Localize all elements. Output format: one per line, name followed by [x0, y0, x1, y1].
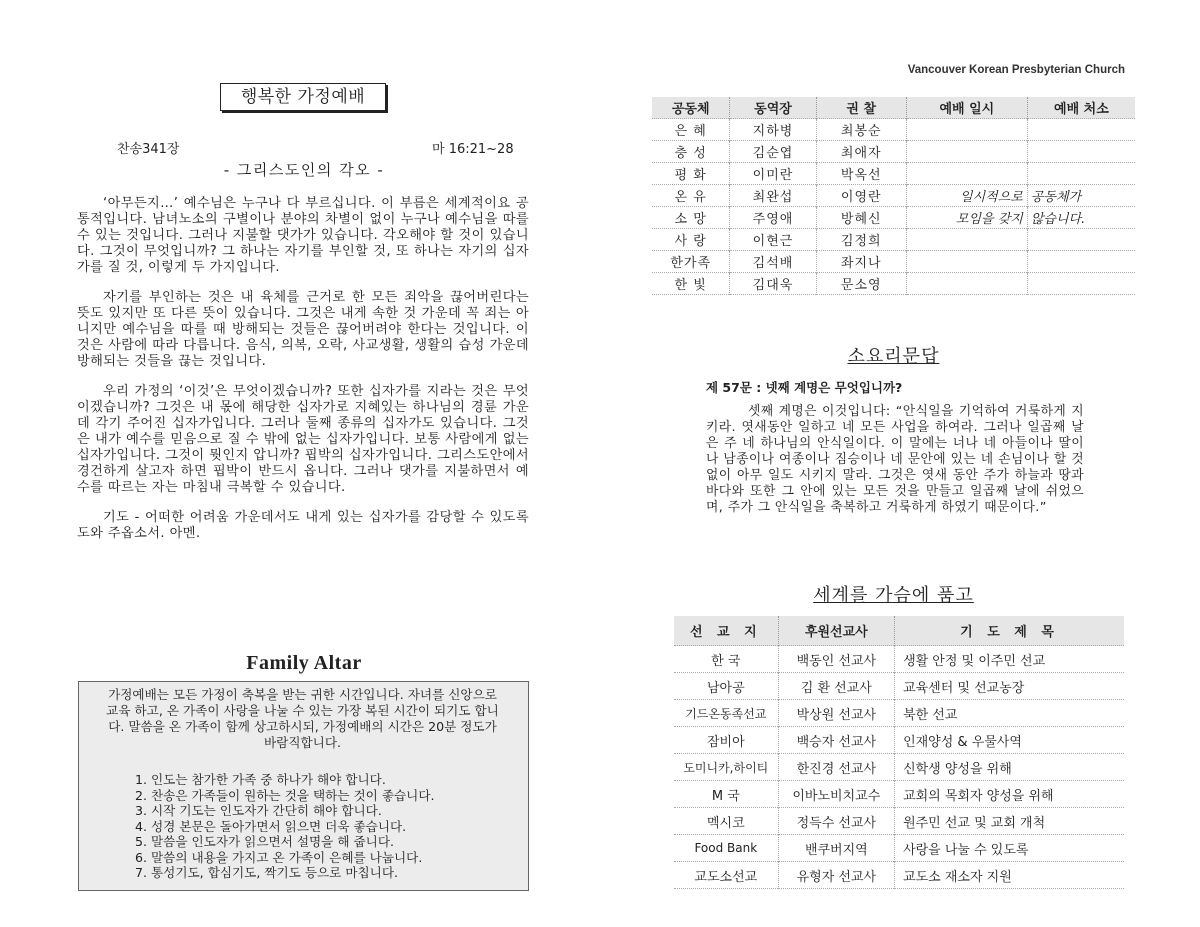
mission-title: 세계를 가슴에 품고: [813, 585, 974, 606]
schedule-row: [652, 119, 1135, 141]
worship-place: [1027, 141, 1135, 163]
community-name: 한가족: [652, 251, 730, 273]
prayer-topic: 인재양성 & 우물사역: [895, 727, 1124, 754]
mission-row: [674, 808, 1124, 835]
mission-field: 멕시코: [674, 808, 778, 835]
missionary-name: 정득수 선교사: [778, 808, 894, 835]
mission-row: [674, 673, 1124, 700]
worship-time: [906, 119, 1027, 141]
deaconess-name: 방혜신: [816, 207, 906, 229]
deaconess-name: 최애자: [816, 141, 906, 163]
prayer-topic: 원주민 선교 및 교회 개척: [895, 808, 1124, 835]
deaconess-name: 김정희: [816, 229, 906, 251]
community-name: 은 혜: [652, 119, 730, 141]
altar-intro: 가정예배는 모든 가정이 축복을 받는 귀한 시간입니다. 자녀를 신앙으로 교육 하고, 온 가족이 사랑을 나눌 수 있는 가장 복된 시간이 되기도 합니다. 말씀을 온 가족이 함께 상고하시되, 가정예배의 시간은 20분 정도가 바람직합니다.: [106, 687, 499, 750]
schedule-row: [652, 207, 1135, 229]
mission-row: [674, 727, 1124, 754]
schedule-row: [652, 229, 1135, 251]
altar-rule-item: 3. 시작 기도는 인도자가 간단히 해야 합니다.: [135, 803, 382, 818]
schedule-header-row: [652, 97, 1135, 119]
sermon-body: [77, 196, 529, 556]
left-title: 행복한 가정예배: [240, 87, 366, 107]
leader-name: 지하병: [730, 119, 816, 141]
sermon-paragraph: 우리 가정의 ‘이것’은 무엇이겠습니까? 또한 십자가를 지라는 것은 무엇이겠습니까? 그것은 내 몫에 해당한 십자가로 지혜있는 하나님의 경륜 가운데 각기 주어진 십자가입니다. 그러나 둘째 종류의 십자가도 있습니다. 그것은 내가 예수를 믿음으로 질 수 밖에 없는 십자가입니다. 보통 사람에게 없는 십자가입니다. 그것이 뭣인지 압니까? 핍박의 십자가입니다. 그리스도안에서 경건하게 살고자 하면 핍박이 반드시 옵니다. 그러나 댓가를 지불하면서 예수를 따르는 자는 마침내 극복할 수 있습니다.: [77, 384, 529, 495]
worship-time: 일시적으로: [906, 185, 1027, 207]
worship-place: [1027, 163, 1135, 185]
mission-field: 기드온동족선교: [674, 700, 778, 727]
mission-header-row: [674, 616, 1124, 646]
schedule-header: 공동체: [652, 97, 730, 119]
altar-rule-item: 6. 말씀의 내용을 가지고 온 가족이 은혜를 나눕니다.: [135, 849, 423, 865]
prayer-topic: 교육센터 및 선교농장: [895, 673, 1124, 700]
mission-row: [674, 700, 1124, 727]
family-altar-title: Family Altar: [246, 652, 362, 674]
altar-rule-item: 7. 통성기도, 합심기도, 짝기도 등으로 마칩니다.: [135, 865, 399, 880]
mission-field: 교도소선교: [674, 862, 778, 889]
mission-header: 선 교 지: [674, 616, 778, 646]
schedule-row: [652, 251, 1135, 273]
mission-field: 남아공: [674, 673, 778, 700]
missionary-name: 백승자 선교사: [778, 727, 894, 754]
worship-place: [1027, 251, 1135, 273]
worship-time: [906, 163, 1027, 185]
leader-name: 김대욱: [730, 273, 816, 295]
deaconess-name: 최봉순: [816, 119, 906, 141]
deaconess-name: 문소영: [816, 273, 906, 295]
altar-rule-item: 2. 찬송은 가족들이 원하는 것을 택하는 것이 좋습니다.: [135, 787, 435, 803]
community-name: 평 화: [652, 163, 730, 185]
worship-time: 모임을 갖지: [906, 207, 1027, 229]
deaconess-name: 좌지나: [816, 251, 906, 273]
mission-table: [674, 616, 1124, 889]
church-name: Vancouver Korean Presbyterian Church: [907, 64, 1125, 76]
missionary-name: 이바노비치교수: [778, 781, 894, 808]
worship-place: [1027, 119, 1135, 141]
missionary-name: 한진경 선교사: [778, 754, 894, 781]
worship-time: [906, 273, 1027, 295]
worship-place: [1027, 273, 1135, 295]
prayer-topic: 교도소 재소자 지원: [895, 862, 1124, 889]
community-name: 사 랑: [652, 229, 730, 251]
schedule-row: [652, 163, 1135, 185]
leader-name: 주영애: [730, 207, 816, 229]
worship-place: [1027, 229, 1135, 251]
schedule-header: 권 찰: [816, 97, 906, 119]
prayer-topic: 생활 안정 및 이주민 선교: [895, 646, 1124, 673]
prayer-paragraph: 기도 - 어떠한 어려움 가운데서도 내게 있는 십자가를 감당할 수 있도록 도와 주옵소서. 아멘.: [77, 510, 529, 541]
mission-field: 한 국: [674, 646, 778, 673]
mission-field: 도미니카,하이티: [674, 754, 778, 781]
schedule-header: 동역장: [730, 97, 816, 119]
schedule-header: 예배 일시: [906, 97, 1027, 119]
scripture-reference: 마 16:21~28: [432, 142, 514, 157]
schedule-row: [652, 185, 1135, 207]
mission-field: 잠비아: [674, 727, 778, 754]
missionary-name: 유형자 선교사: [778, 862, 894, 889]
prayer-topic: 신학생 양성을 위해: [895, 754, 1124, 781]
mission-row: [674, 835, 1124, 862]
schedule-row: [652, 141, 1135, 163]
leader-name: 김순엽: [730, 141, 816, 163]
left-title-box: [220, 83, 386, 111]
hymn-number: 찬송341장: [117, 142, 180, 157]
prayer-topic: 북한 선교: [895, 700, 1124, 727]
community-schedule-table: [652, 97, 1135, 295]
altar-rule-item: 5. 말씀을 인도자가 읽으면서 설명을 해 줍니다.: [135, 834, 395, 849]
catechism-question: 제 57문 : 넷째 계명은 무엇입니까?: [706, 380, 903, 395]
prayer-topic: 사랑을 나눌 수 있도록: [895, 835, 1124, 862]
deaconess-name: 이영란: [816, 185, 906, 207]
mission-row: [674, 754, 1124, 781]
worship-time: [906, 229, 1027, 251]
leader-name: 김석배: [730, 251, 816, 273]
family-altar-box: [78, 681, 529, 891]
leader-name: 이현근: [730, 229, 816, 251]
catechism-title: 소요리문답: [847, 346, 940, 367]
altar-rule-item: 1. 인도는 참가한 가족 중 하나가 해야 합니다.: [135, 772, 386, 787]
sermon-subtitle: - 그리스도인의 각오 -: [223, 161, 385, 179]
mission-field: M 국: [674, 781, 778, 808]
community-name: 소 망: [652, 207, 730, 229]
schedule-row: [652, 273, 1135, 295]
worship-time: [906, 251, 1027, 273]
mission-field: Food Bank: [674, 835, 778, 862]
mission-header: 후원선교사: [778, 616, 894, 646]
mission-row: [674, 646, 1124, 673]
missionary-name: 백동인 선교사: [778, 646, 894, 673]
leader-name: 이미란: [730, 163, 816, 185]
altar-rules: [135, 772, 435, 881]
catechism-answer: 셋째 계명은 이것입니다: “안식일을 기억하여 거룩하게 지키라. 엿새동안 일하고 네 모든 사업을 하여라. 그러나 일곱째 날은 주 네 하나님의 안식일이다. 이 말에는 너나 네 아들이나 딸이나 남종이나 여종이나 짐승이나 네 문안에 있는 네 손님이나 할 것없이 아무 일도 시키지 말라. 그것은 엿새 동안 주가 하늘과 땅과 바다와 또한 그 안에 있는 모든 것을 만들고 일곱째 날에 쉬었으며, 주가 그 안식일을 축복하고 거룩하게 하였기 때문이다.”: [706, 404, 1084, 515]
missionary-name: 밴쿠버지역: [778, 835, 894, 862]
community-name: 온 유: [652, 185, 730, 207]
worship-place: 공동체가: [1027, 185, 1135, 207]
prayer-topic: 교회의 목회자 양성을 위해: [895, 781, 1124, 808]
community-name: 한 빛: [652, 273, 730, 295]
leader-name: 최완섭: [730, 185, 816, 207]
deaconess-name: 박옥선: [816, 163, 906, 185]
missionary-name: 김 환 선교사: [778, 673, 894, 700]
schedule-header: 예배 처소: [1027, 97, 1135, 119]
mission-header: 기 도 제 목: [895, 616, 1124, 646]
sermon-paragraph: 자기를 부인하는 것은 내 육체를 근거로 한 모든 죄악을 끊어버린다는 뜻도 있지만 또 다른 뜻이 있습니다. 그것은 내게 속한 것 가운데 꼭 죄는 아니지만 예수님을 따를 때 방해되는 것들은 끊어버려야 한다는 것입니다. 이것은 사람에 따라 다릅니다. 음식, 의복, 오락, 사교생활, 생활의 습성 가운데 방해되는 것들을 끊는 것입니다.: [77, 290, 529, 369]
missionary-name: 박상원 선교사: [778, 700, 894, 727]
mission-row: [674, 862, 1124, 889]
worship-time: [906, 141, 1027, 163]
mission-row: [674, 781, 1124, 808]
worship-place: 않습니다.: [1027, 207, 1135, 229]
sermon-paragraph: ‘아무든지…’ 예수님은 누구나 다 부르십니다. 이 부름은 세계적이요 공통적입니다. 남녀노소의 구별이나 분야의 차별이 없이 누구나 예수님을 따를 수 있는 것입니다. 그러나 지불할 댓가가 있습니다. 각오해야 할 것이 있습니다. 그것이 무엇입니까? 그 하나는 자기를 부인할 것, 또 하나는 자기의 십자가를 질 것, 이렇게 두 가지입니다.: [77, 196, 529, 275]
community-name: 충 성: [652, 141, 730, 163]
altar-rule-item: 4. 성경 본문은 돌아가면서 읽으면 더욱 좋습니다.: [135, 818, 407, 834]
